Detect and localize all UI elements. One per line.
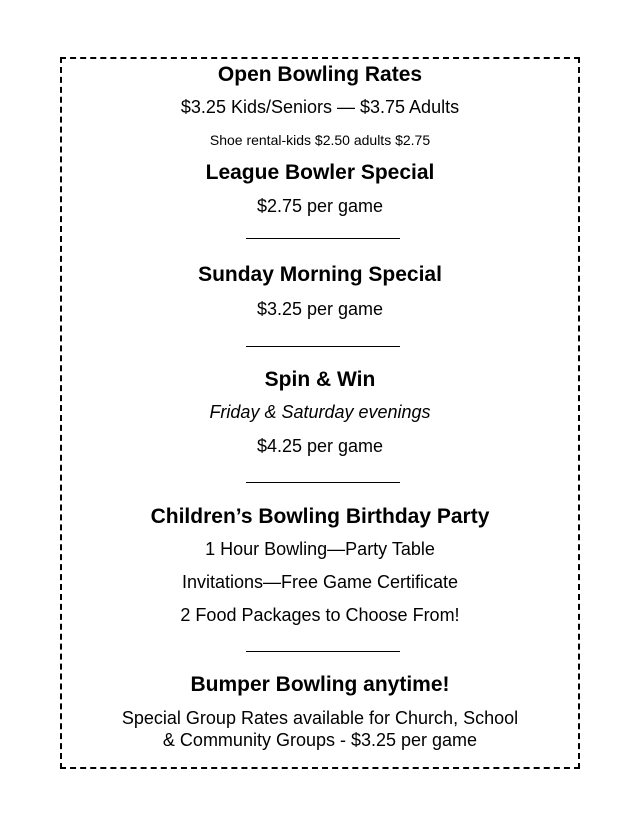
league-special-heading: League Bowler Special (205, 161, 435, 184)
league-special-price: $2.75 per game (256, 196, 384, 216)
open-bowling-heading: Open Bowling Rates (217, 63, 423, 86)
spin-win-heading: Spin & Win (264, 368, 376, 391)
group-rates-line-2: & Community Groups - $3.25 per game (162, 730, 478, 750)
shoe-rental-text: Shoe rental-kids $2.50 adults $2.75 (209, 132, 431, 148)
section-divider (246, 238, 400, 239)
birthday-party-line-1: 1 Hour Bowling—Party Table (205, 539, 435, 559)
section-divider (246, 346, 400, 347)
spin-win-schedule: Friday & Saturday evenings (209, 402, 431, 422)
group-rates-line-1: Special Group Rates available for Church, School (121, 708, 519, 728)
birthday-party-line-2: Invitations—Free Game Certificate (181, 572, 459, 592)
open-bowling-prices: $3.25 Kids/Seniors — $3.75 Adults (180, 97, 460, 117)
bumper-bowling-heading: Bumper Bowling anytime! (190, 673, 450, 696)
section-divider (246, 482, 400, 483)
section-divider (246, 651, 400, 652)
birthday-party-line-3: 2 Food Packages to Choose From! (180, 605, 460, 625)
sunday-special-heading: Sunday Morning Special (198, 263, 442, 286)
birthday-party-heading: Children’s Bowling Birthday Party (150, 505, 490, 528)
sunday-special-price: $3.25 per game (256, 299, 384, 319)
spin-win-price: $4.25 per game (256, 436, 384, 456)
